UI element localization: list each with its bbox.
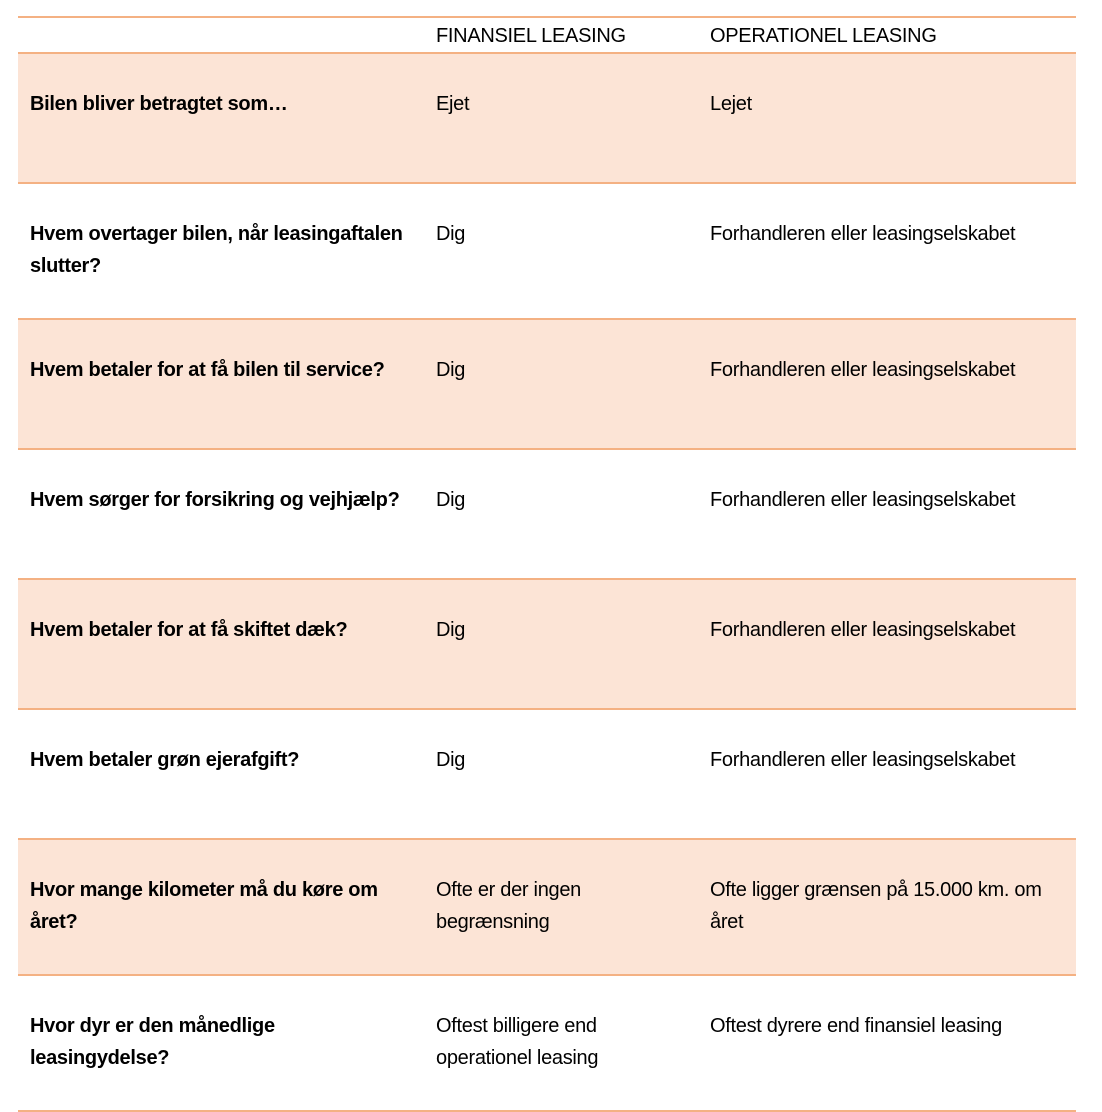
question-cell: Hvor dyr er den månedlige leasingydelse? [18,975,424,1111]
question-cell: Hvem betaler for at få bilen til service? [18,319,424,449]
finansiel-cell: Dig [424,579,698,709]
finansiel-cell: Oftest billigere end operationel leasing [424,975,698,1111]
table-row [18,975,1076,1111]
header-operationel: OPERATIONEL LEASING [698,17,1076,53]
operationel-cell: Forhandleren eller leasingselskabet [698,709,1076,839]
finansiel-cell: Dig [424,319,698,449]
operationel-cell: Lejet [698,53,1076,183]
table-row [18,183,1076,319]
header-row [18,17,1076,53]
question-cell: Hvor mange kilometer må du køre om året? [18,839,424,975]
question-cell: Hvem sørger for forsikring og vejhjælp? [18,449,424,579]
operationel-cell: Ofte ligger grænsen på 15.000 km. om året [698,839,1076,975]
table-row [18,709,1076,839]
finansiel-cell: Ofte er der ingen begrænsning [424,839,698,975]
question-cell: Hvem betaler grøn ejerafgift? [18,709,424,839]
finansiel-cell: Dig [424,449,698,579]
table-row [18,839,1076,975]
table-row [18,53,1076,183]
finansiel-cell: Dig [424,183,698,319]
question-cell: Hvem betaler for at få skiftet dæk? [18,579,424,709]
leasing-comparison-table [18,16,1076,1112]
finansiel-cell: Dig [424,709,698,839]
operationel-cell: Forhandleren eller leasingselskabet [698,319,1076,449]
table-row [18,319,1076,449]
table-row [18,449,1076,579]
question-cell: Hvem overtager bilen, når leasingaftalen slutter? [18,183,424,319]
finansiel-cell: Ejet [424,53,698,183]
header-empty [18,17,424,53]
operationel-cell: Oftest dyrere end finansiel leasing [698,975,1076,1111]
operationel-cell: Forhandleren eller leasingselskabet [698,183,1076,319]
operationel-cell: Forhandleren eller leasingselskabet [698,449,1076,579]
table-row [18,579,1076,709]
header-finansiel: FINANSIEL LEASING [424,17,698,53]
question-cell: Bilen bliver betragtet som… [18,53,424,183]
operationel-cell: Forhandleren eller leasingselskabet [698,579,1076,709]
